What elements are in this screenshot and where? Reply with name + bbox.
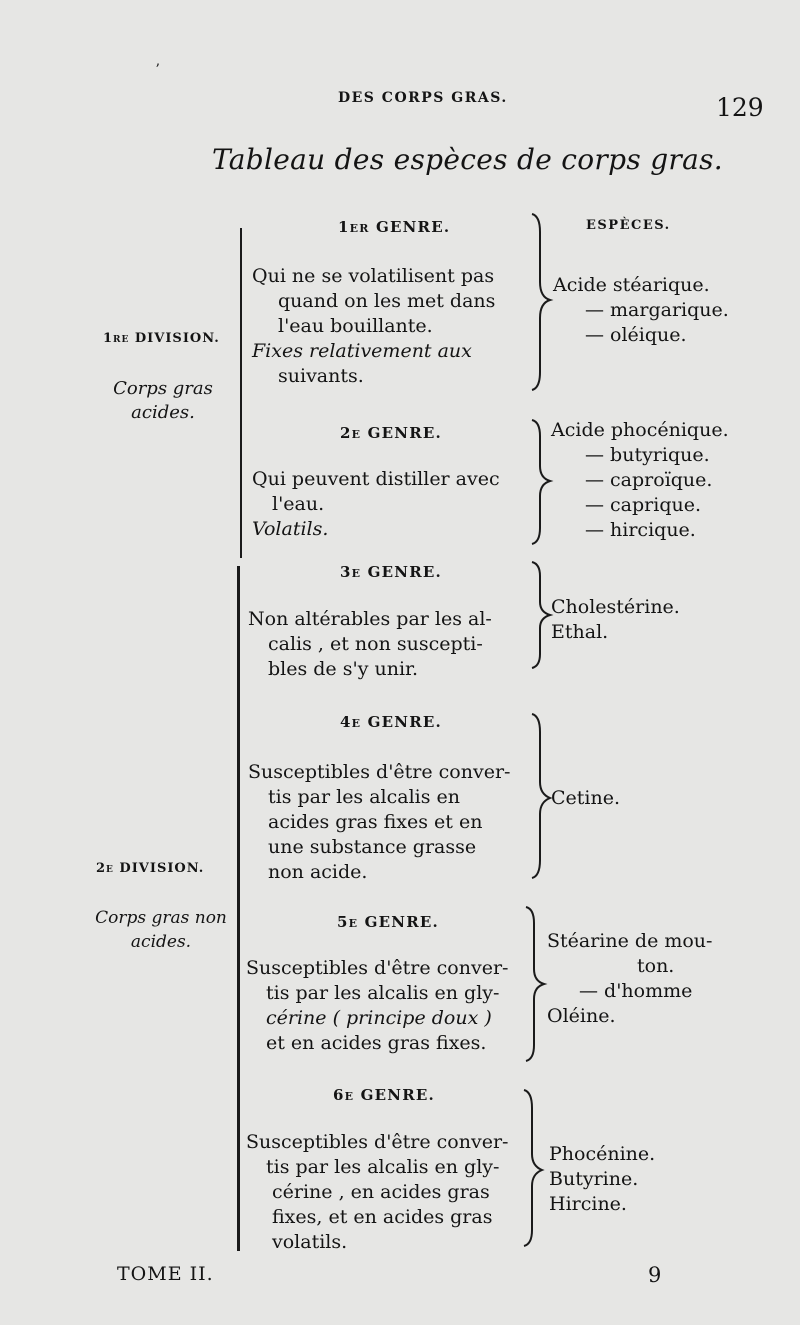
running-title: DES CORPS GRAS. [338, 90, 508, 106]
genus-2-description: Qui peuvent distiller avec l'eau. Volatils. [252, 468, 500, 540]
genus-3-description: Non altérables par les al- calis , et non suscepti- bles de s'y unir. [248, 608, 492, 680]
stray-mark: ʼ [155, 62, 160, 78]
species-column-header: ESPÈCES. [586, 218, 671, 233]
genus-4-label: 4e GENRE. [340, 713, 442, 731]
genus-6-brace [520, 1088, 550, 1248]
genus-3-species: Cholestérine. Ethal. [551, 596, 680, 643]
genus-4-description: Susceptibles d'être conver- tis par les alcalis en acides gras fixes et en une substance grasse non acide. [248, 761, 511, 883]
page-number: 129 [716, 93, 764, 122]
table-title: Tableau des espèces de corps gras. [212, 143, 723, 176]
genus-6-label: 6e GENRE. [333, 1086, 435, 1104]
genus-1-description: Qui ne se volatilisent pas quand on les met dans l'eau bouillante. Fixes relativement aux suivants. [252, 265, 496, 387]
division-2-bracket [237, 566, 240, 1251]
division-2-label: 2e DIVISION. [96, 861, 205, 876]
division-2-name: Corps gras non acides. [95, 908, 227, 952]
genus-5-label: 5e GENRE. [337, 913, 439, 931]
genus-6-description: Susceptibles d'être conver- tis par les alcalis en gly- cérine , en acides gras fixes, et en acides gras volatils. [246, 1131, 509, 1253]
footer-signature: 9 [648, 1263, 662, 1287]
genus-5-species: Stéarine de mou- ton. — d'homme Oléine. [547, 930, 713, 1027]
genus-3-label: 3e GENRE. [340, 563, 442, 581]
division-1-bracket [240, 228, 242, 558]
footer-volume: TOME II. [117, 1263, 214, 1285]
genus-1-species: Acide stéarique. — margarique. — oléique. [553, 274, 729, 346]
division-1-name: Corps gras acides. [113, 378, 213, 423]
genus-4-species: Cetine. [551, 787, 621, 809]
genus-6-species: Phocénine. Butyrine. Hircine. [549, 1143, 656, 1215]
genus-2-species: Acide phocénique. — butyrique. — caproïque. — caprique. — hircique. [551, 419, 729, 541]
genus-5-description: Susceptibles d'être conver- tis par les alcalis en gly- cérine ( principe doux ) et en acides gras fixes. [246, 957, 509, 1054]
genus-1-label: 1er GENRE. [338, 218, 451, 236]
genus-2-label: 2e GENRE. [340, 424, 442, 442]
division-1-label: 1re DIVISION. [103, 331, 220, 346]
